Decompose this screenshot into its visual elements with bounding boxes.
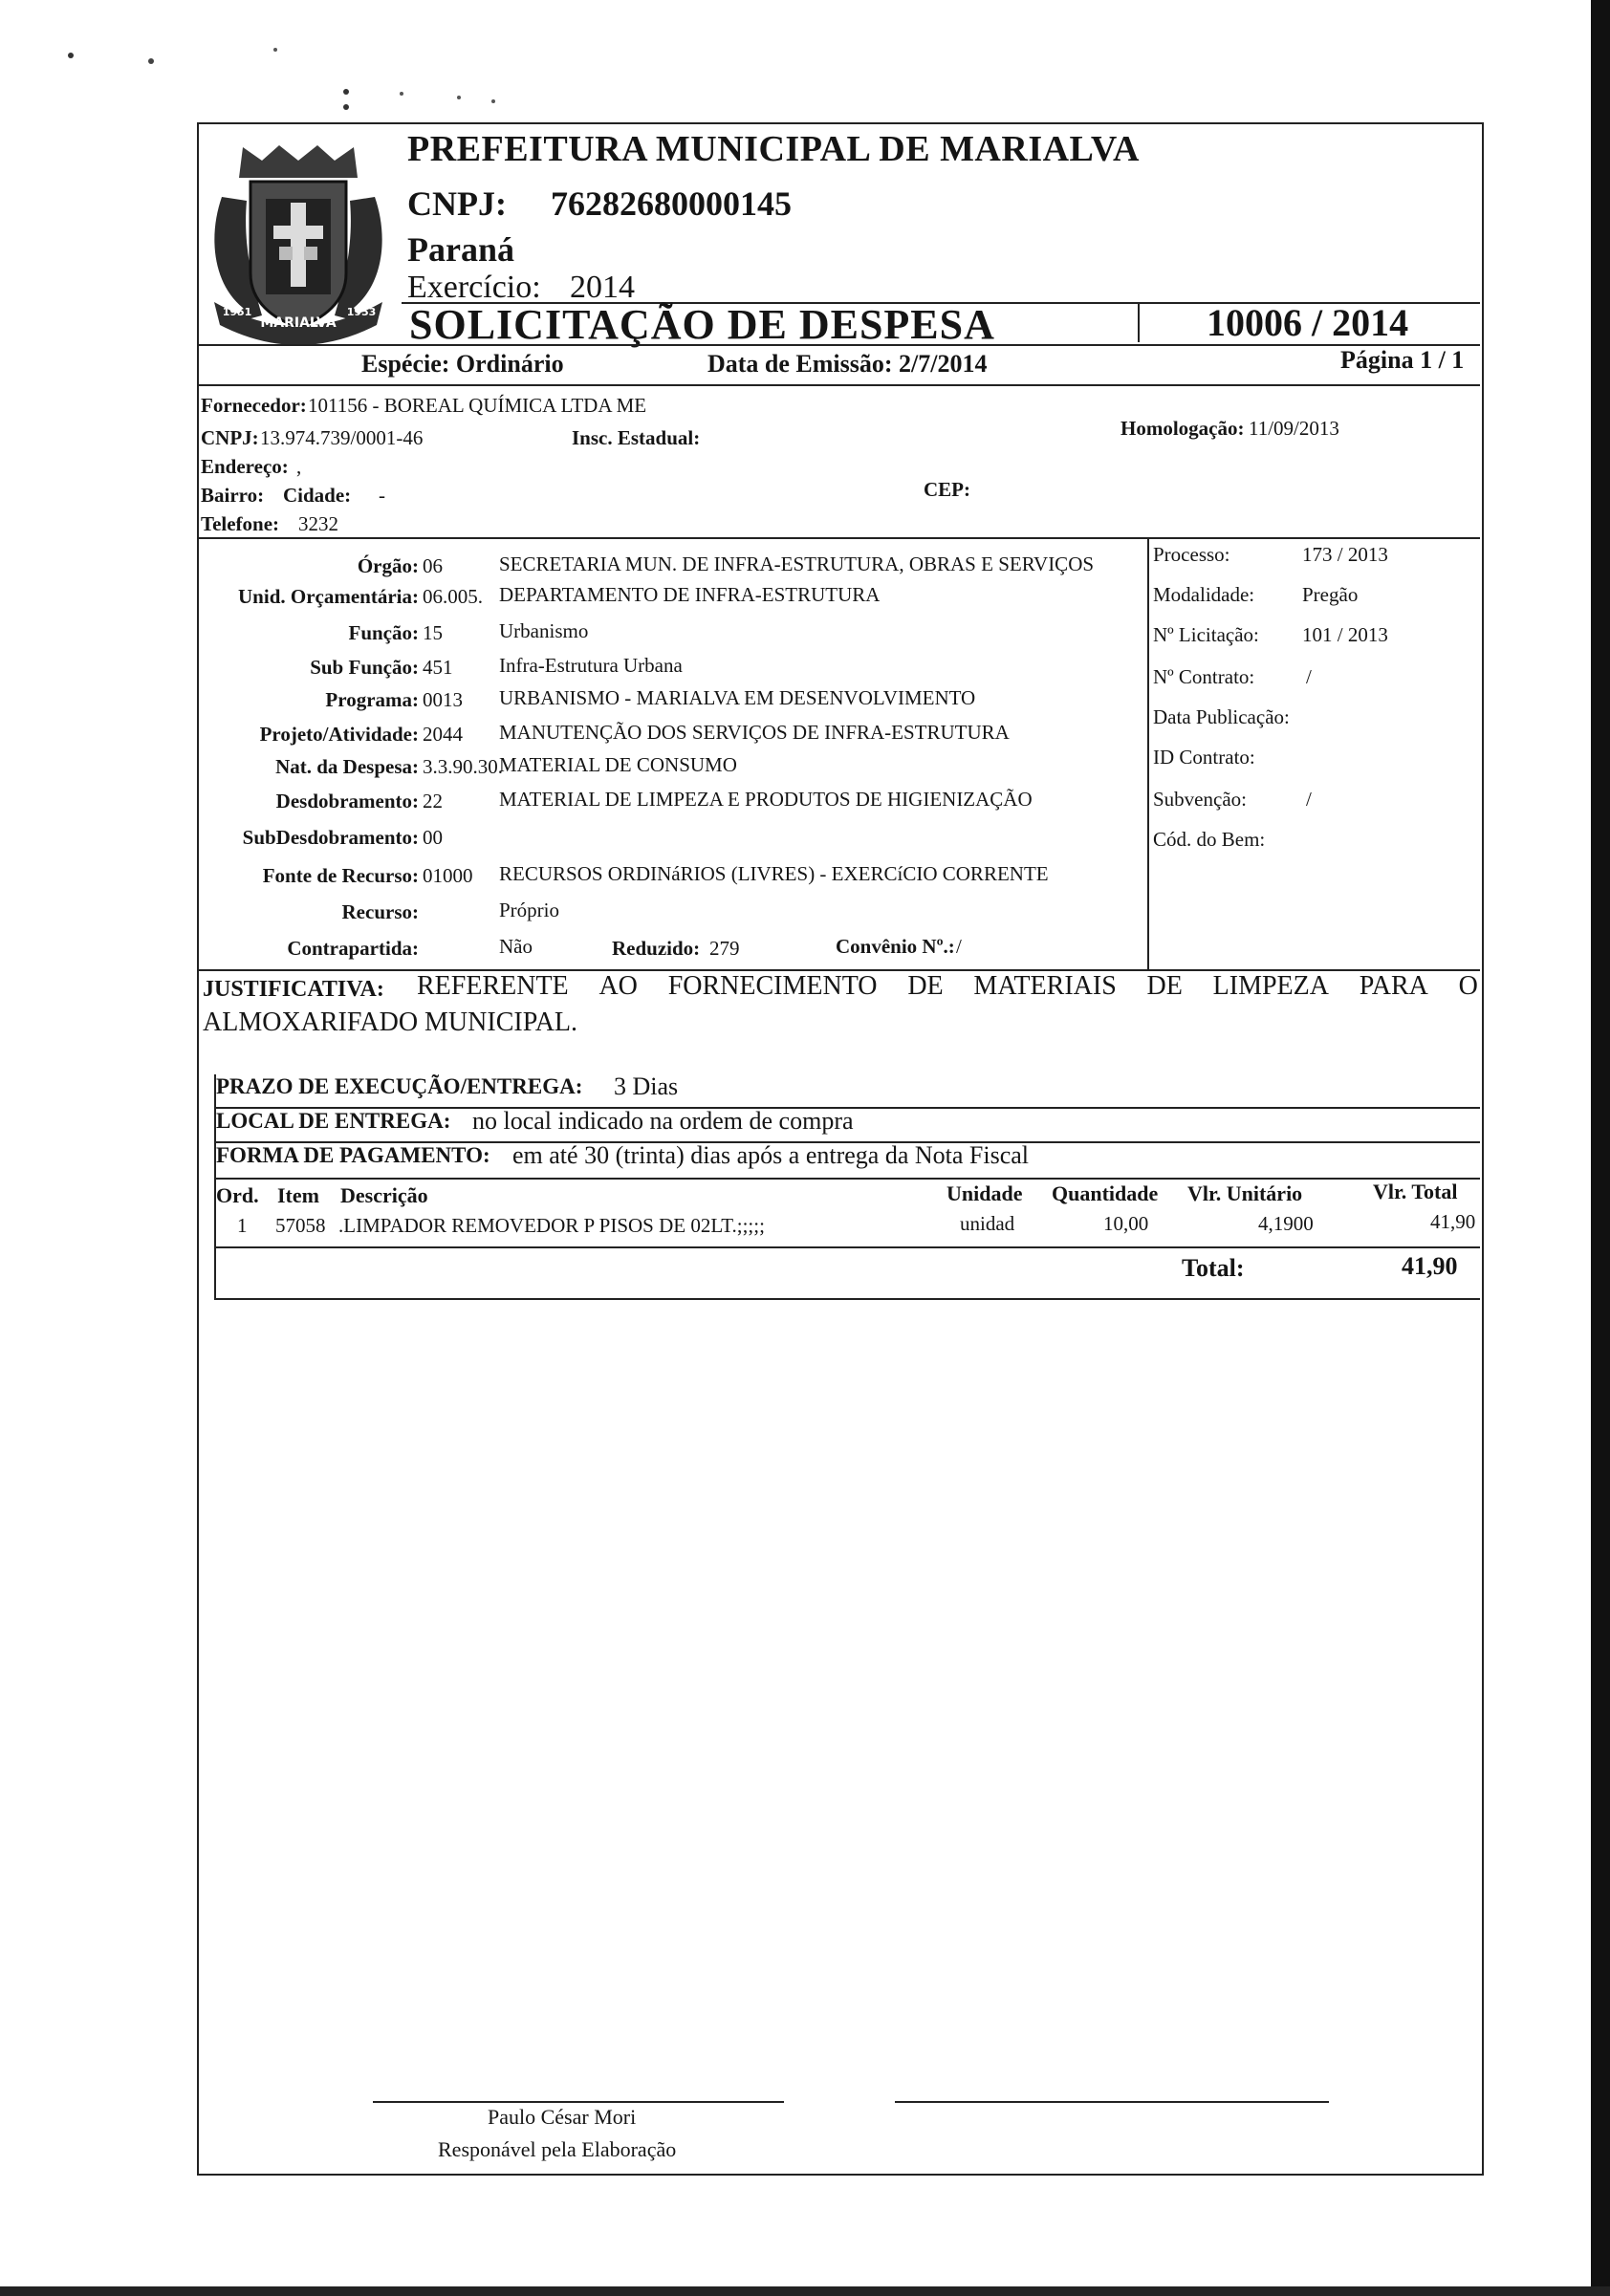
reduced-value: 279 (709, 937, 740, 960)
justification-word: AO (598, 971, 638, 1001)
justification-line-1 (417, 971, 1478, 1002)
process-label: Modalidade: (1153, 583, 1255, 606)
col-ord: Ord. (216, 1183, 259, 1207)
process-label: Nº Licitação: (1153, 623, 1259, 646)
budget-description: Próprio (499, 899, 559, 921)
crest-year-left: 1951 (222, 306, 252, 318)
justification-line-2: ALMOXARIFADO MUNICIPAL. (203, 1007, 578, 1037)
budget-code: 3.3.90.30. (423, 755, 503, 778)
cnpj-value: 76282680000145 (551, 184, 792, 223)
deadline-value: 3 Dias (614, 1072, 679, 1100)
title-bottom-rule (197, 344, 1480, 346)
species: Espécie: Ordinário (361, 350, 564, 378)
row-unit-price: 4,1900 (1258, 1212, 1314, 1235)
justification-word: O (1458, 971, 1478, 1001)
budget-label: Recurso: (341, 900, 419, 923)
col-description: Descrição (340, 1183, 428, 1207)
budget-label: Contrapartida: (287, 937, 419, 960)
budget-description: Não (499, 935, 533, 958)
budget-description: Infra-Estrutura Urbana (499, 654, 683, 677)
payment-rule (214, 1178, 1480, 1180)
phone-value: 3232 (298, 512, 338, 535)
supplier-cnpj-label: CNPJ: (201, 426, 259, 449)
signer-name: Paulo César Mori (488, 2105, 637, 2129)
justification-word: FORNECIMENTO (667, 971, 878, 1001)
supplier-value: 101156 - BOREAL QUÍMICA LTDA ME (308, 394, 647, 417)
budget-description: RECURSOS ORDINáRIOS (LIVRES) - EXERCíCIO CORRENTE (499, 862, 1049, 885)
district-label: Bairro: (201, 484, 265, 507)
col-unit-price: Vlr. Unitário (1187, 1181, 1303, 1205)
row-ord: 1 (237, 1214, 248, 1237)
row-description: .LIMPADOR REMOVEDOR P PISOS DE 02LT.;;;;; (338, 1214, 765, 1237)
delivery-location-label: LOCAL DE ENTREGA: (216, 1109, 451, 1133)
signature-line (373, 2101, 784, 2103)
budget-label: Nat. da Despesa: (275, 755, 419, 778)
row-item: 57058 (275, 1214, 326, 1237)
budget-code: 2044 (423, 723, 463, 746)
process-value: Pregão (1302, 583, 1359, 606)
budget-description: MANUTENÇÃO DOS SERVIÇOS DE INFRA-ESTRUTURA (499, 721, 1010, 744)
signature-line-2 (895, 2101, 1329, 2103)
row-quantity: 10,00 (1103, 1212, 1149, 1235)
justification-label: JUSTIFICATIVA: (203, 977, 384, 1002)
deadline-label: PRAZO DE EXECUÇÃO/ENTREGA: (216, 1074, 583, 1098)
budget-description: Urbanismo (499, 619, 589, 642)
total-value: 41,90 (1402, 1252, 1458, 1280)
total-rule (214, 1298, 1480, 1300)
document-number: 10006 / 2014 (1207, 301, 1409, 344)
row-unit: unidad (960, 1212, 1015, 1235)
document-type-title: SOLICITAÇÃO DE DESPESA (409, 301, 995, 348)
exercise-value: 2014 (570, 270, 635, 305)
budget-code: 00 (423, 826, 443, 849)
species-rule (197, 384, 1480, 386)
budget-description: MATERIAL DE CONSUMO (499, 753, 737, 776)
justification-word: PARA (1359, 971, 1428, 1001)
budget-description: URBANISMO - MARIALVA EM DESENVOLVIMENTO (499, 686, 976, 709)
budget-code: 0013 (423, 688, 463, 711)
crest-year-right: 1953 (346, 306, 377, 318)
payment-terms-value: em até 30 (trinta) dias após a entrega da Nota Fiscal (512, 1141, 1030, 1169)
budget-code: 22 (423, 790, 443, 812)
budget-code: 06.005. (423, 585, 483, 608)
supplier-rule (197, 537, 1480, 539)
delivery-location-value: no local indicado na ordem de compra (472, 1107, 854, 1135)
budget-label: Órgão: (357, 554, 419, 577)
budget-description: SECRETARIA MUN. DE INFRA-ESTRUTURA, OBRAS E SERVIÇOS (499, 552, 1095, 575)
budget-code: 01000 (423, 864, 473, 887)
scan-edge-bottom (0, 2286, 1610, 2296)
title-divider (1138, 302, 1140, 342)
process-value: 101 / 2013 (1302, 623, 1388, 646)
col-item: Item (277, 1183, 319, 1207)
municipality-name: PREFEITURA MUNICIPAL DE MARIALVA (407, 129, 1140, 169)
city-value: - (379, 484, 385, 507)
supplier-label: Fornecedor: (201, 394, 307, 417)
process-value: / (1306, 788, 1312, 811)
homologation-label: Homologação: (1120, 417, 1245, 440)
city-label: Cidade: (283, 484, 352, 507)
col-unit: Unidade (946, 1181, 1023, 1205)
exercise-label: Exercício: (407, 270, 541, 305)
municipal-crest-icon (205, 140, 392, 350)
budget-label: Sub Função: (310, 656, 419, 679)
reduced-label: Reduzido: (612, 937, 701, 960)
justification-word: REFERENTE (417, 971, 569, 1001)
budget-description: DEPARTAMENTO DE INFRA-ESTRUTURA (499, 583, 881, 606)
process-divider (1147, 537, 1149, 969)
budget-label: Fonte de Recurso: (262, 864, 419, 887)
process-value: / (1306, 665, 1312, 688)
address-label: Endereço: (201, 455, 289, 478)
budget-label: SubDesdobramento: (242, 826, 419, 849)
state-registration-label: Insc. Estadual: (572, 426, 701, 449)
supplier-cnpj-value: 13.974.739/0001-46 (260, 426, 424, 449)
justification-word: DE (907, 971, 944, 1001)
total-label: Total: (1182, 1254, 1245, 1282)
justification-word: DE (1146, 971, 1183, 1001)
budget-description: MATERIAL DE LIMPEZA E PRODUTOS DE HIGIENIZAÇÃO (499, 788, 1033, 811)
zip-label: CEP: (924, 478, 970, 501)
budget-code: 06 (423, 554, 443, 577)
process-value: 173 / 2013 (1302, 543, 1388, 566)
state-name: Paraná (407, 230, 514, 269)
process-label: Nº Contrato: (1153, 665, 1255, 688)
col-total: Vlr. Total (1373, 1180, 1458, 1203)
signer-role: Responável pela Elaboração (438, 2137, 677, 2161)
budget-label: Programa: (325, 688, 419, 711)
homologation-value: 11/09/2013 (1249, 417, 1339, 440)
agreement-value: / (956, 935, 962, 958)
justification-word: LIMPEZA (1212, 971, 1329, 1001)
budget-code: 15 (423, 621, 443, 644)
scan-edge (1591, 0, 1610, 2296)
address-value: , (296, 455, 302, 478)
process-label: Data Publicação: (1153, 705, 1290, 728)
col-quantity: Quantidade (1052, 1181, 1159, 1205)
agreement-label: Convênio Nº.: (836, 935, 955, 958)
process-label: Cód. do Bem: (1153, 828, 1266, 851)
payment-terms-label: FORMA DE PAGAMENTO: (216, 1143, 490, 1167)
cnpj-label: CNPJ: (407, 184, 507, 223)
row-total: 41,90 (1430, 1210, 1476, 1233)
phone-label: Telefone: (201, 512, 280, 535)
crest-banner-text: MARIALVA (260, 315, 337, 331)
budget-label: Projeto/Atividade: (259, 723, 419, 746)
emission-date: Data de Emissão: 2/7/2014 (707, 350, 988, 378)
budget-label: Unid. Orçamentária: (238, 585, 419, 608)
process-label: Subvenção: (1153, 788, 1247, 811)
page-number: Página 1 / 1 (1340, 346, 1465, 374)
items-rule (214, 1246, 1480, 1248)
budget-label: Função: (348, 621, 419, 644)
budget-label: Desdobramento: (275, 790, 419, 812)
budget-code: 451 (423, 656, 453, 679)
process-label: ID Contrato: (1153, 746, 1255, 769)
process-label: Processo: (1153, 543, 1230, 566)
justification-word: MATERIAIS (973, 971, 1117, 1001)
